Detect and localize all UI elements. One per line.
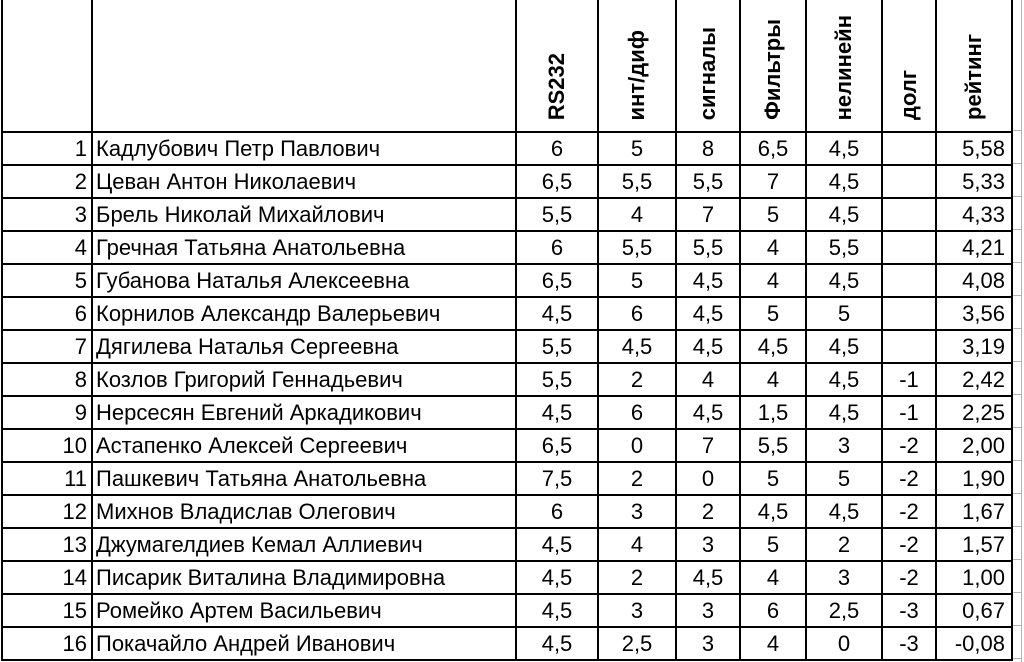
signals-cell[interactable]: 4,5 bbox=[676, 330, 740, 363]
int-dif-cell[interactable]: 3 bbox=[598, 594, 676, 627]
nonlinear-cell[interactable]: 2,5 bbox=[806, 594, 882, 627]
nonlinear-cell[interactable]: 5 bbox=[806, 462, 882, 495]
row-number-cell[interactable]: 7 bbox=[2, 330, 92, 363]
signals-cell[interactable]: 5,5 bbox=[676, 231, 740, 264]
rs232-cell[interactable]: 5,5 bbox=[516, 330, 598, 363]
rs232-cell[interactable]: 6 bbox=[516, 495, 598, 528]
header-cell-int-dif[interactable] bbox=[598, 0, 676, 132]
rating-cell[interactable]: 2,25 bbox=[936, 396, 1012, 429]
header-cell-row-number[interactable] bbox=[2, 0, 92, 132]
nonlinear-cell[interactable]: 4,5 bbox=[806, 396, 882, 429]
debt-cell[interactable]: -2 bbox=[882, 429, 936, 462]
debt-cell[interactable]: -2 bbox=[882, 462, 936, 495]
filters-cell[interactable]: 4,5 bbox=[740, 495, 806, 528]
row-number-cell[interactable]: 5 bbox=[2, 264, 92, 297]
nonlinear-cell[interactable]: 4,5 bbox=[806, 495, 882, 528]
header-label-nonlinear: нелинейн bbox=[831, 14, 857, 120]
name-cell[interactable]: Джумагелдиев Кемал Аллиевич bbox=[92, 528, 516, 561]
rs232-cell[interactable]: 6,5 bbox=[516, 165, 598, 198]
filters-cell[interactable]: 5 bbox=[740, 528, 806, 561]
int-dif-cell[interactable]: 6 bbox=[598, 297, 676, 330]
filters-cell[interactable]: 6 bbox=[740, 594, 806, 627]
filters-cell[interactable]: 4 bbox=[740, 363, 806, 396]
filters-cell[interactable]: 1,5 bbox=[740, 396, 806, 429]
table-row bbox=[2, 462, 1012, 495]
rating-cell[interactable]: 3,56 bbox=[936, 297, 1012, 330]
filters-cell[interactable]: 4 bbox=[740, 264, 806, 297]
table-row bbox=[2, 495, 1012, 528]
table-row bbox=[2, 165, 1012, 198]
table-row bbox=[2, 363, 1012, 396]
rs232-cell[interactable]: 6,5 bbox=[516, 264, 598, 297]
row-number-cell[interactable]: 14 bbox=[2, 561, 92, 594]
name-cell[interactable]: Пашкевич Татьяна Анатольевна bbox=[92, 462, 516, 495]
table-row bbox=[2, 528, 1012, 561]
rs232-cell[interactable]: 5,5 bbox=[516, 198, 598, 231]
rs232-cell[interactable]: 4,5 bbox=[516, 396, 598, 429]
signals-cell[interactable]: 4 bbox=[676, 363, 740, 396]
filters-cell[interactable]: 6,5 bbox=[740, 132, 806, 165]
nonlinear-cell[interactable]: 3 bbox=[806, 429, 882, 462]
header-cell-nonlinear[interactable] bbox=[806, 0, 882, 132]
signals-cell[interactable]: 7 bbox=[676, 429, 740, 462]
rs232-cell[interactable]: 7,5 bbox=[516, 462, 598, 495]
filters-cell[interactable]: 7 bbox=[740, 165, 806, 198]
name-cell[interactable]: Кадлубович Петр Павлович bbox=[92, 132, 516, 165]
name-cell[interactable]: Губанова Наталья Алексеевна bbox=[92, 264, 516, 297]
table-row bbox=[2, 330, 1012, 363]
row-number-cell[interactable]: 3 bbox=[2, 198, 92, 231]
name-cell[interactable]: Ромейко Артем Васильевич bbox=[92, 594, 516, 627]
debt-cell[interactable] bbox=[882, 264, 936, 297]
header-label-int-dif: инт/диф bbox=[624, 29, 650, 120]
debt-cell[interactable] bbox=[882, 198, 936, 231]
rating-cell[interactable]: 4,33 bbox=[936, 198, 1012, 231]
int-dif-cell[interactable]: 0 bbox=[598, 429, 676, 462]
filters-cell[interactable]: 4 bbox=[740, 561, 806, 594]
filters-cell[interactable]: 4 bbox=[740, 627, 806, 660]
rs232-cell[interactable]: 6 bbox=[516, 231, 598, 264]
int-dif-cell[interactable]: 4 bbox=[598, 528, 676, 561]
rating-cell[interactable]: 4,08 bbox=[936, 264, 1012, 297]
filters-cell[interactable]: 4 bbox=[740, 231, 806, 264]
row-number-cell[interactable]: 15 bbox=[2, 594, 92, 627]
nonlinear-cell[interactable]: 0 bbox=[806, 627, 882, 660]
name-cell[interactable]: Брель Николай Михайлович bbox=[92, 198, 516, 231]
int-dif-cell[interactable]: 2 bbox=[598, 462, 676, 495]
debt-cell[interactable] bbox=[882, 231, 936, 264]
nonlinear-cell[interactable]: 5,5 bbox=[806, 231, 882, 264]
header-label-signals: сигналы bbox=[695, 26, 721, 120]
signals-cell[interactable]: 3 bbox=[676, 528, 740, 561]
table-row bbox=[2, 231, 1012, 264]
int-dif-cell[interactable]: 5 bbox=[598, 264, 676, 297]
table-row bbox=[2, 429, 1012, 462]
table-row bbox=[2, 132, 1012, 165]
name-cell[interactable]: Покачайло Андрей Иванович bbox=[92, 627, 516, 660]
row-number-cell[interactable]: 8 bbox=[2, 363, 92, 396]
table-row bbox=[2, 561, 1012, 594]
rating-cell[interactable]: -0,08 bbox=[936, 627, 1012, 660]
spreadsheet-horizontal-gridlines bbox=[1013, 130, 1022, 662]
row-number-cell[interactable]: 16 bbox=[2, 627, 92, 660]
nonlinear-cell[interactable]: 4,5 bbox=[806, 198, 882, 231]
nonlinear-cell[interactable]: 3 bbox=[806, 561, 882, 594]
name-cell[interactable]: Гречная Татьяна Анатольевна bbox=[92, 231, 516, 264]
filters-cell[interactable]: 5,5 bbox=[740, 429, 806, 462]
row-number-cell[interactable]: 12 bbox=[2, 495, 92, 528]
name-cell[interactable]: Дягилева Наталья Сергеевна bbox=[92, 330, 516, 363]
name-cell[interactable]: Цеван Антон Николаевич bbox=[92, 165, 516, 198]
int-dif-cell[interactable]: 3 bbox=[598, 495, 676, 528]
rs232-cell[interactable]: 4,5 bbox=[516, 528, 598, 561]
signals-cell[interactable]: 3 bbox=[676, 627, 740, 660]
name-cell[interactable]: Козлов Григорий Геннадьевич bbox=[92, 363, 516, 396]
name-cell[interactable]: Михнов Владислав Олегович bbox=[92, 495, 516, 528]
rating-cell[interactable]: 0,67 bbox=[936, 594, 1012, 627]
row-number-cell[interactable]: 9 bbox=[2, 396, 92, 429]
header-cell-rs232[interactable] bbox=[516, 0, 598, 132]
rs232-cell[interactable]: 6 bbox=[516, 132, 598, 165]
int-dif-cell[interactable]: 2,5 bbox=[598, 627, 676, 660]
debt-cell[interactable]: -2 bbox=[882, 495, 936, 528]
name-cell[interactable]: Корнилов Александр Валерьевич bbox=[92, 297, 516, 330]
header-label-debt: долг bbox=[896, 70, 922, 120]
table-row bbox=[2, 198, 1012, 231]
int-dif-cell[interactable]: 2 bbox=[598, 561, 676, 594]
nonlinear-cell[interactable]: 4,5 bbox=[806, 363, 882, 396]
rating-cell[interactable]: 5,33 bbox=[936, 165, 1012, 198]
int-dif-cell[interactable]: 4,5 bbox=[598, 330, 676, 363]
rating-cell[interactable]: 3,19 bbox=[936, 330, 1012, 363]
signals-cell[interactable]: 4,5 bbox=[676, 396, 740, 429]
row-number-cell[interactable]: 1 bbox=[2, 132, 92, 165]
debt-cell[interactable] bbox=[882, 330, 936, 363]
header-label-rating: рейтинг bbox=[961, 34, 987, 120]
filters-cell[interactable]: 5 bbox=[740, 297, 806, 330]
row-number-cell[interactable]: 4 bbox=[2, 231, 92, 264]
signals-cell[interactable]: 4,5 bbox=[676, 264, 740, 297]
table-row bbox=[2, 627, 1012, 660]
grades-table bbox=[1, 0, 1013, 661]
nonlinear-cell[interactable]: 4,5 bbox=[806, 132, 882, 165]
debt-cell[interactable] bbox=[882, 165, 936, 198]
int-dif-cell[interactable]: 4 bbox=[598, 198, 676, 231]
rating-cell[interactable]: 1,90 bbox=[936, 462, 1012, 495]
rs232-cell[interactable]: 4,5 bbox=[516, 594, 598, 627]
int-dif-cell[interactable]: 6 bbox=[598, 396, 676, 429]
rs232-cell[interactable]: 4,5 bbox=[516, 627, 598, 660]
row-number-cell[interactable]: 10 bbox=[2, 429, 92, 462]
table-row bbox=[2, 396, 1012, 429]
header-cell-name[interactable] bbox=[92, 0, 516, 132]
rs232-cell[interactable]: 5,5 bbox=[516, 363, 598, 396]
signals-cell[interactable]: 4,5 bbox=[676, 561, 740, 594]
header-cell-rating[interactable] bbox=[936, 0, 1012, 132]
rating-cell[interactable]: 1,57 bbox=[936, 528, 1012, 561]
table-row bbox=[2, 264, 1012, 297]
rating-cell[interactable]: 2,42 bbox=[936, 363, 1012, 396]
int-dif-cell[interactable]: 2 bbox=[598, 363, 676, 396]
int-dif-cell[interactable]: 5,5 bbox=[598, 231, 676, 264]
header-label-filters: Фильтры bbox=[760, 19, 786, 120]
rs232-cell[interactable]: 6,5 bbox=[516, 429, 598, 462]
debt-cell[interactable] bbox=[882, 297, 936, 330]
name-cell[interactable]: Астапенко Алексей Сергеевич bbox=[92, 429, 516, 462]
debt-cell[interactable]: -1 bbox=[882, 363, 936, 396]
header-row bbox=[2, 0, 1012, 132]
nonlinear-cell[interactable]: 5 bbox=[806, 297, 882, 330]
rating-cell[interactable]: 2,00 bbox=[936, 429, 1012, 462]
debt-cell[interactable] bbox=[882, 132, 936, 165]
debt-cell[interactable]: -3 bbox=[882, 627, 936, 660]
table-row bbox=[2, 594, 1012, 627]
nonlinear-cell[interactable]: 2 bbox=[806, 528, 882, 561]
header-cell-debt[interactable] bbox=[882, 0, 936, 132]
signals-cell[interactable]: 2 bbox=[676, 495, 740, 528]
table-body bbox=[2, 132, 1012, 660]
int-dif-cell[interactable]: 5 bbox=[598, 132, 676, 165]
debt-cell[interactable]: -2 bbox=[882, 561, 936, 594]
header-cell-signals[interactable] bbox=[676, 0, 740, 132]
row-number-cell[interactable]: 11 bbox=[2, 462, 92, 495]
header-cell-filters[interactable] bbox=[740, 0, 806, 132]
row-number-cell[interactable]: 6 bbox=[2, 297, 92, 330]
name-cell[interactable]: Нерсесян Евгений Аркадикович bbox=[92, 396, 516, 429]
debt-cell[interactable]: -1 bbox=[882, 396, 936, 429]
filters-cell[interactable]: 5 bbox=[740, 462, 806, 495]
rating-cell[interactable]: 4,21 bbox=[936, 231, 1012, 264]
nonlinear-cell[interactable]: 4,5 bbox=[806, 165, 882, 198]
rating-cell[interactable]: 5,58 bbox=[936, 132, 1012, 165]
row-number-cell[interactable]: 2 bbox=[2, 165, 92, 198]
signals-cell[interactable]: 4,5 bbox=[676, 297, 740, 330]
nonlinear-cell[interactable]: 4,5 bbox=[806, 264, 882, 297]
rating-cell[interactable]: 1,00 bbox=[936, 561, 1012, 594]
nonlinear-cell[interactable]: 4,5 bbox=[806, 330, 882, 363]
signals-cell[interactable]: 8 bbox=[676, 132, 740, 165]
signals-cell[interactable]: 7 bbox=[676, 198, 740, 231]
filters-cell[interactable]: 5 bbox=[740, 198, 806, 231]
rs232-cell[interactable]: 4,5 bbox=[516, 561, 598, 594]
table-row bbox=[2, 297, 1012, 330]
row-number-cell[interactable]: 13 bbox=[2, 528, 92, 561]
debt-cell[interactable]: -2 bbox=[882, 528, 936, 561]
rating-cell[interactable]: 1,67 bbox=[936, 495, 1012, 528]
name-cell[interactable]: Писарик Виталина Владимировна bbox=[92, 561, 516, 594]
header-label-rs232: RS232 bbox=[544, 52, 570, 120]
filters-cell[interactable]: 4,5 bbox=[740, 330, 806, 363]
signals-cell[interactable]: 0 bbox=[676, 462, 740, 495]
signals-cell[interactable]: 5,5 bbox=[676, 165, 740, 198]
signals-cell[interactable]: 3 bbox=[676, 594, 740, 627]
int-dif-cell[interactable]: 5,5 bbox=[598, 165, 676, 198]
rs232-cell[interactable]: 4,5 bbox=[516, 297, 598, 330]
debt-cell[interactable]: -3 bbox=[882, 594, 936, 627]
